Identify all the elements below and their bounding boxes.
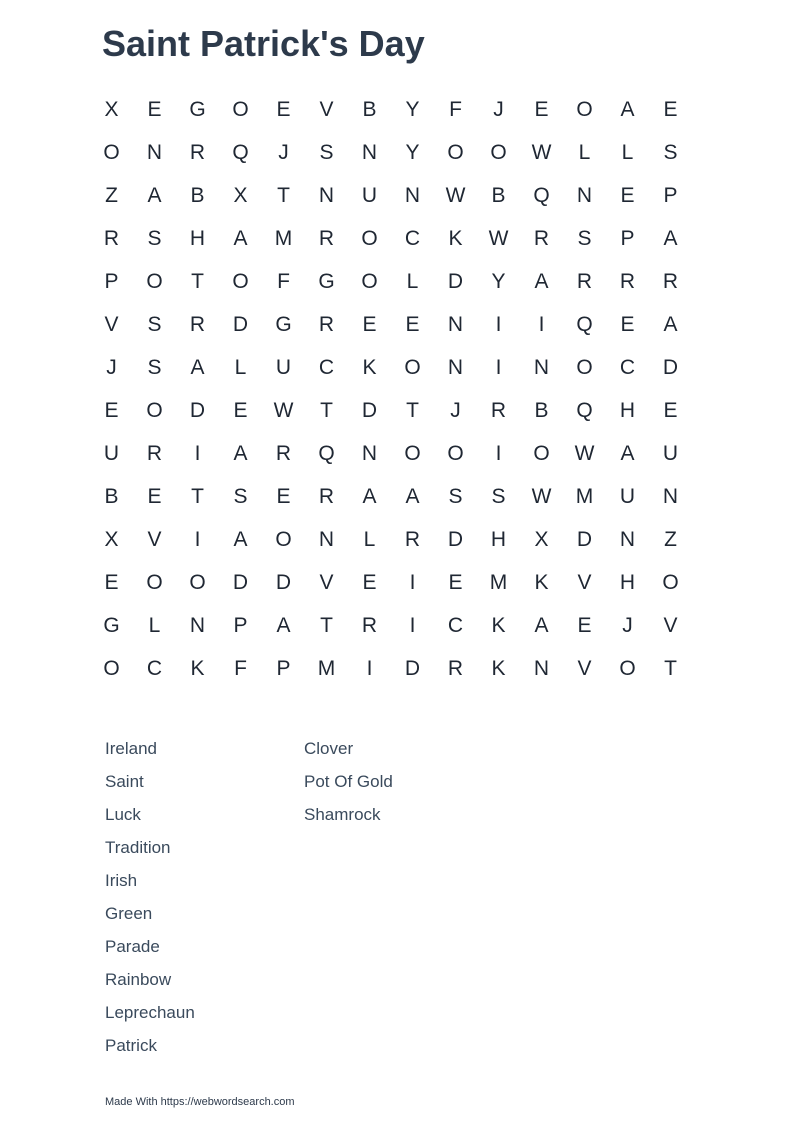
word-list-item: Tradition <box>105 838 171 857</box>
grid-letter: T <box>664 656 677 680</box>
grid-letter: U <box>275 355 292 379</box>
word-search-grid <box>90 88 692 690</box>
grid-letter: T <box>191 484 204 508</box>
grid-letter: B <box>534 398 549 422</box>
grid-letter: E <box>534 97 549 121</box>
grid-letter: S <box>663 140 678 164</box>
grid-letter: S <box>147 355 162 379</box>
grid-letter: L <box>578 140 591 164</box>
grid-letter: C <box>318 355 335 379</box>
grid-letter: U <box>662 441 679 465</box>
grid-letter: I <box>409 570 416 594</box>
word-list-item: Patrick <box>105 1036 157 1055</box>
grid-letter: F <box>277 269 290 293</box>
grid-letter: J <box>450 398 461 422</box>
grid-letter: V <box>319 570 334 594</box>
grid-letter: O <box>447 441 464 465</box>
grid-letter: N <box>447 355 464 379</box>
grid-letter: N <box>189 613 206 637</box>
grid-letter: N <box>318 183 335 207</box>
grid-letter: N <box>404 183 421 207</box>
footer-credit: Made With https://webwordsearch.com <box>105 1096 295 1108</box>
grid-letter: R <box>447 656 464 680</box>
grid-letter: R <box>318 484 335 508</box>
page-title: Saint Patrick's Day <box>102 23 425 64</box>
grid-letter: A <box>534 613 549 637</box>
grid-letter: Q <box>576 312 593 336</box>
grid-letter: G <box>189 97 206 121</box>
grid-letter: S <box>147 312 162 336</box>
grid-letter: O <box>576 97 593 121</box>
grid-letter: D <box>662 355 679 379</box>
grid-letter: D <box>361 398 378 422</box>
grid-letter: O <box>619 656 636 680</box>
grid-letter: E <box>276 97 291 121</box>
grid-letter: E <box>405 312 420 336</box>
grid-letter: H <box>619 398 636 422</box>
grid-letter: L <box>406 269 419 293</box>
grid-letter: A <box>620 97 635 121</box>
grid-letter: A <box>663 226 678 250</box>
grid-letter: S <box>491 484 506 508</box>
grid-letter: R <box>318 312 335 336</box>
grid-letter: T <box>320 398 333 422</box>
grid-letter: A <box>233 441 248 465</box>
grid-letter: V <box>577 656 592 680</box>
grid-letter: I <box>538 312 545 336</box>
grid-letter: S <box>448 484 463 508</box>
grid-letter: O <box>404 441 421 465</box>
grid-letter: H <box>619 570 636 594</box>
word-list-item: Saint <box>105 772 144 791</box>
word-list-item: Irish <box>105 871 138 890</box>
grid-letter: E <box>362 570 377 594</box>
grid-letter: W <box>445 183 466 207</box>
grid-letter: B <box>104 484 119 508</box>
grid-letter: U <box>103 441 120 465</box>
word-list-item: Shamrock <box>304 805 381 824</box>
grid-letter: A <box>233 226 248 250</box>
grid-letter: T <box>277 183 290 207</box>
grid-letter: P <box>663 183 678 207</box>
grid-letter: N <box>662 484 679 508</box>
word-list-item: Parade <box>105 937 160 956</box>
grid-letter: S <box>147 226 162 250</box>
grid-letter: Y <box>405 140 420 164</box>
grid-letter: U <box>361 183 378 207</box>
grid-letter: O <box>146 269 163 293</box>
grid-letter: S <box>233 484 248 508</box>
grid-letter: I <box>194 527 201 551</box>
grid-letter: B <box>491 183 506 207</box>
word-list-item: Ireland <box>105 739 157 758</box>
grid-letter: A <box>405 484 420 508</box>
grid-letter: Q <box>232 140 249 164</box>
grid-letter: I <box>194 441 201 465</box>
grid-letter: Q <box>318 441 335 465</box>
grid-letter: M <box>489 570 508 594</box>
grid-letter: E <box>147 484 162 508</box>
grid-letter: E <box>620 312 635 336</box>
grid-letter: L <box>363 527 376 551</box>
grid-letter: V <box>104 312 119 336</box>
grid-letter: A <box>147 183 162 207</box>
grid-letter: R <box>404 527 421 551</box>
grid-letter: O <box>103 656 120 680</box>
grid-letter: Y <box>405 97 420 121</box>
grid-letter: C <box>404 226 421 250</box>
grid-letter: R <box>576 269 593 293</box>
grid-letter: B <box>362 97 377 121</box>
grid-letter: R <box>533 226 550 250</box>
grid-letter: A <box>190 355 205 379</box>
grid-letter: E <box>448 570 463 594</box>
grid-letter: I <box>366 656 373 680</box>
grid-letter: P <box>104 269 119 293</box>
grid-letter: R <box>662 269 679 293</box>
grid-letter: A <box>663 312 678 336</box>
grid-letter: E <box>104 570 119 594</box>
grid-letter: E <box>663 97 678 121</box>
grid-letter: L <box>234 355 247 379</box>
grid-letter: D <box>447 527 464 551</box>
grid-letter: D <box>189 398 206 422</box>
grid-letter: C <box>619 355 636 379</box>
grid-letter: E <box>362 312 377 336</box>
grid-letter: O <box>490 140 507 164</box>
grid-letter: L <box>621 140 634 164</box>
grid-letter: N <box>361 140 378 164</box>
grid-letter: Z <box>664 527 677 551</box>
grid-letter: O <box>576 355 593 379</box>
grid-letter: U <box>619 484 636 508</box>
grid-letter: L <box>148 613 161 637</box>
grid-letter: D <box>576 527 593 551</box>
grid-letter: D <box>232 570 249 594</box>
grid-letter: O <box>232 269 249 293</box>
grid-letter: P <box>620 226 635 250</box>
grid-letter: E <box>663 398 678 422</box>
grid-letter: K <box>534 570 549 594</box>
grid-letter: B <box>190 183 205 207</box>
grid-letter: X <box>104 527 119 551</box>
grid-letter: O <box>146 570 163 594</box>
grid-letter: Q <box>576 398 593 422</box>
grid-letter: M <box>274 226 293 250</box>
grid-letter: O <box>103 140 120 164</box>
grid-letter: J <box>622 613 633 637</box>
grid-letter: O <box>189 570 206 594</box>
word-list-item: Clover <box>304 739 354 758</box>
grid-letter: O <box>447 140 464 164</box>
grid-letter: W <box>531 484 552 508</box>
grid-letter: A <box>620 441 635 465</box>
grid-letter: E <box>104 398 119 422</box>
grid-letter: W <box>531 140 552 164</box>
grid-letter: R <box>189 312 206 336</box>
grid-letter: C <box>146 656 163 680</box>
grid-letter: N <box>361 441 378 465</box>
grid-letter: G <box>275 312 292 336</box>
grid-letter: P <box>233 613 248 637</box>
grid-letter: A <box>276 613 291 637</box>
grid-letter: V <box>663 613 678 637</box>
grid-letter: E <box>147 97 162 121</box>
grid-letter: T <box>406 398 419 422</box>
grid-letter: E <box>276 484 291 508</box>
grid-letter: Y <box>491 269 506 293</box>
grid-letter: D <box>404 656 421 680</box>
grid-letter: F <box>449 97 462 121</box>
grid-letter: J <box>278 140 289 164</box>
grid-letter: I <box>495 312 502 336</box>
word-list-item: Leprechaun <box>105 1003 195 1022</box>
grid-letter: R <box>189 140 206 164</box>
grid-letter: N <box>146 140 163 164</box>
word-list-item: Rainbow <box>105 970 172 989</box>
grid-letter: M <box>575 484 594 508</box>
grid-letter: X <box>534 527 549 551</box>
grid-letter: N <box>533 355 550 379</box>
grid-letter: W <box>488 226 509 250</box>
grid-letter: G <box>318 269 335 293</box>
grid-letter: G <box>103 613 120 637</box>
grid-letter: N <box>533 656 550 680</box>
grid-letter: N <box>576 183 593 207</box>
grid-letter: R <box>275 441 292 465</box>
grid-letter: I <box>495 355 502 379</box>
grid-letter: X <box>104 97 119 121</box>
grid-letter: O <box>662 570 679 594</box>
grid-letter: A <box>362 484 377 508</box>
grid-letter: D <box>232 312 249 336</box>
grid-letter: W <box>574 441 595 465</box>
grid-letter: A <box>534 269 549 293</box>
grid-letter: I <box>409 613 416 637</box>
grid-letter: R <box>490 398 507 422</box>
grid-letter: E <box>620 183 635 207</box>
grid-letter: R <box>619 269 636 293</box>
grid-letter: N <box>447 312 464 336</box>
grid-letter: O <box>361 269 378 293</box>
grid-letter: X <box>233 183 248 207</box>
word-list <box>105 736 505 1066</box>
grid-letter: C <box>447 613 464 637</box>
grid-letter: E <box>577 613 592 637</box>
grid-letter: O <box>361 226 378 250</box>
grid-letter: O <box>232 97 249 121</box>
grid-letter: A <box>233 527 248 551</box>
grid-letter: H <box>490 527 507 551</box>
grid-letter: O <box>275 527 292 551</box>
grid-letter: K <box>190 656 205 680</box>
word-list-item: Pot Of Gold <box>304 772 393 791</box>
grid-letter: N <box>619 527 636 551</box>
grid-letter: V <box>577 570 592 594</box>
grid-letter: R <box>361 613 378 637</box>
grid-letter: R <box>103 226 120 250</box>
grid-letter: E <box>233 398 248 422</box>
grid-letter: R <box>318 226 335 250</box>
grid-letter: V <box>319 97 334 121</box>
grid-letter: I <box>495 441 502 465</box>
grid-letter: S <box>577 226 592 250</box>
grid-letter: P <box>276 656 291 680</box>
word-list-item: Green <box>105 904 153 923</box>
grid-letter: R <box>146 441 163 465</box>
grid-letter: T <box>320 613 333 637</box>
grid-letter: W <box>273 398 294 422</box>
grid-letter: Q <box>533 183 550 207</box>
grid-letter: J <box>493 97 504 121</box>
grid-letter: M <box>317 656 336 680</box>
grid-letter: J <box>106 355 117 379</box>
grid-letter: S <box>319 140 334 164</box>
grid-letter: D <box>447 269 464 293</box>
grid-letter: O <box>533 441 550 465</box>
grid-letter: D <box>275 570 292 594</box>
grid-letter: K <box>362 355 377 379</box>
grid-letter: F <box>234 656 247 680</box>
grid-letter: H <box>189 226 206 250</box>
grid-letter: V <box>147 527 162 551</box>
grid-letter: N <box>318 527 335 551</box>
grid-letter: K <box>491 613 506 637</box>
grid-letter: K <box>491 656 506 680</box>
grid-letter: O <box>404 355 421 379</box>
grid-letter: T <box>191 269 204 293</box>
grid-letter: K <box>448 226 463 250</box>
word-list-item: Luck <box>105 805 141 824</box>
grid-letter: O <box>146 398 163 422</box>
grid-letter: Z <box>105 183 118 207</box>
